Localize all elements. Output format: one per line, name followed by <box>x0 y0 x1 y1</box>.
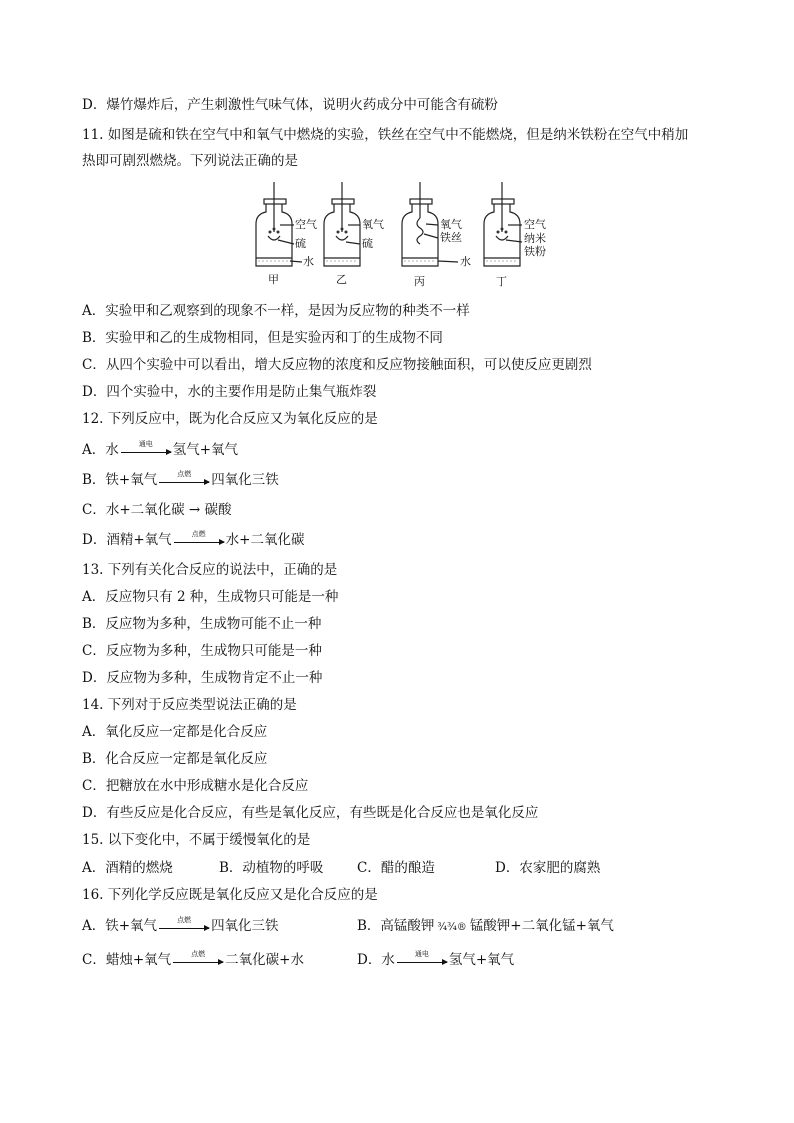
q16-a-reactant: A．铁+氧气 <box>82 918 158 934</box>
q16-option-a <box>82 916 279 936</box>
q16-a-product: 四氧化三铁 <box>211 918 279 934</box>
caption-ding: 丁 <box>496 275 507 288</box>
q16-option-b <box>357 916 614 938</box>
q16-option-c <box>82 950 304 970</box>
q12-option-b <box>82 470 279 490</box>
q12-a-reactant: A．水 <box>82 442 119 458</box>
q12-option-d <box>82 530 304 550</box>
reaction-arrow <box>159 469 209 483</box>
jar4-label-iron-powder: 铁粉 <box>524 245 546 258</box>
q12-a-product: 氢气+氧气 <box>172 442 239 458</box>
q15-option-c: C．醋的酿造 <box>357 860 435 876</box>
q11-option-a: A．实验甲和乙观察到的现象不一样，是因为反应物的种类不一样 <box>82 303 470 319</box>
q11-stem-line1: 11. 如图是硫和铁在空气中和氧气中燃烧的实验，铁丝在空气中不能燃烧，但是纳米铁粉在空气中稍加 <box>82 127 689 143</box>
jar1-label-sulfur: 硫 <box>295 237 306 250</box>
q16-c-reactant: C．蜡烛+氧气 <box>82 952 172 968</box>
q14-option-d: D．有些反应是化合反应，有些是氧化反应，有些既是化合反应也是氧化反应 <box>82 805 539 821</box>
q10-option-d: D．爆竹爆炸后，产生刺激性气味气体，说明火药成分中可能含有硫粉 <box>82 97 498 113</box>
reaction-condition: 点燃 <box>177 915 192 924</box>
reaction-condition: 点燃 <box>177 469 192 478</box>
jar3-label-iron-wire: 铁丝 <box>440 231 462 244</box>
q13-option-a: A．反应物只有 2 种，生成物只可能是一种 <box>82 589 339 605</box>
jar1-label-air: 空气 <box>295 218 317 231</box>
caption-yi: 乙 <box>336 273 347 286</box>
combustion-experiment-figure <box>240 182 546 292</box>
reaction-arrow <box>174 529 224 543</box>
q13-option-c: C．反应物为多种，生成物只可能是一种 <box>82 643 322 659</box>
q12-b-reactant: B．铁+氧气 <box>82 472 158 488</box>
reaction-arrow <box>121 439 171 453</box>
q16-stem: 16. 下列化学反应既是氧化反应又是化合反应的是 <box>82 887 378 903</box>
q14-option-b: B．化合反应一定都是氧化反应 <box>82 751 268 767</box>
q12-d-product: 水+二氧化碳 <box>225 532 305 548</box>
q11-option-d: D．四个实验中，水的主要作用是防止集气瓶炸裂 <box>82 384 377 400</box>
q12-option-c: C．水+二氧化碳 → 碳酸 <box>82 502 232 518</box>
q16-c-product: 二氧化碳+水 <box>225 952 304 968</box>
jar2-label-oxygen: 氧气 <box>362 218 384 231</box>
q13-option-b: B．反应物为多种，生成物可能不止一种 <box>82 616 322 632</box>
q15-option-a: A．酒精的燃烧 <box>82 860 173 876</box>
q16-option-d <box>357 950 514 970</box>
q13-stem: 13. 下列有关化合反应的说法中，正确的是 <box>82 562 338 578</box>
reaction-arrow <box>173 949 223 963</box>
q15-option-b: B．动植物的呼吸 <box>219 860 324 876</box>
reaction-condition: 点燃 <box>191 949 206 958</box>
q12-option-a <box>82 440 238 460</box>
reaction-condition: 通电 <box>138 439 153 448</box>
water-label-right: 水 <box>460 255 471 268</box>
q14-option-c: C．把糖放在水中形成糖水是化合反应 <box>82 778 309 794</box>
jar4-label-air: 空气 <box>524 218 546 231</box>
reaction-arrow <box>397 949 447 963</box>
reaction-condition: 点燃 <box>191 529 206 538</box>
q16-d-product: 氢气+氧气 <box>448 952 515 968</box>
jar4-label-nano: 纳米 <box>524 232 546 245</box>
q15-option-d: D．农家肥的腐熟 <box>495 860 601 876</box>
q13-option-d: D．反应物为多种，生成物肯定不止一种 <box>82 670 323 686</box>
jar2-label-sulfur: 硫 <box>362 237 373 250</box>
q12-d-reactant: D．酒精+氧气 <box>82 532 172 548</box>
q12-b-product: 四氧化三铁 <box>211 472 279 488</box>
q11-option-b: B．实验甲和乙的生成物相同，但是实验丙和丁的生成物不同 <box>82 330 443 346</box>
reaction-condition: 通电 <box>414 949 429 958</box>
caption-bing: 丙 <box>414 275 425 288</box>
q16-b-garbled-arrow: ¾¾® <box>437 922 467 933</box>
q14-stem: 14. 下列对于反应类型说法正确的是 <box>82 697 297 713</box>
q12-stem: 12. 下列反应中，既为化合反应又为氧化反应的是 <box>82 411 378 427</box>
reaction-arrow <box>159 915 209 929</box>
q14-option-a: A．氧化反应一定都是化合反应 <box>82 724 268 740</box>
q11-stem-line2: 热即可剧烈燃烧。下列说法正确的是 <box>82 153 298 169</box>
jars-illustration <box>240 182 540 292</box>
q16-b-product: 锰酸钾+二氧化锰+氧气 <box>469 918 614 934</box>
q15-stem: 15. 以下变化中，不属于缓慢氧化的是 <box>82 832 311 848</box>
caption-jia: 甲 <box>268 273 279 286</box>
jar3-label-oxygen: 氧气 <box>440 218 462 231</box>
q16-d-reactant: D．水 <box>357 952 395 968</box>
q11-option-c: C．从四个实验中可以看出，增大反应物的浓度和反应物接触面积，可以使反应更剧烈 <box>82 357 592 373</box>
water-label-left: 水 <box>303 255 314 268</box>
q16-b-reactant: B．高锰酸钾 <box>357 918 435 934</box>
